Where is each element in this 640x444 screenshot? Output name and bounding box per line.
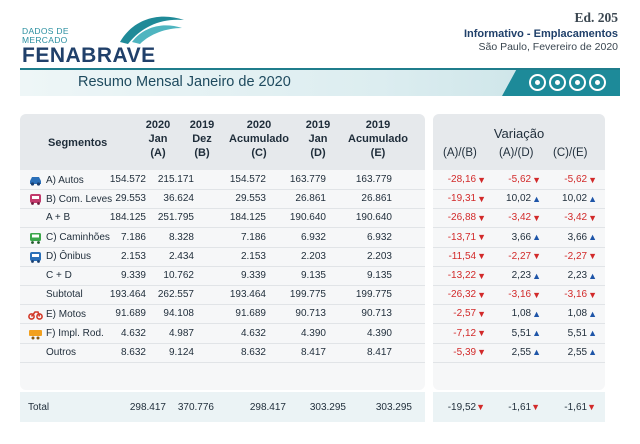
arrow-down-icon: ▼: [532, 174, 541, 185]
segment-label: [46, 270, 72, 281]
variation-value: -7,12: [453, 327, 477, 339]
variation-header: [433, 114, 605, 170]
car-icon: [28, 174, 43, 186]
cell-b: 251.795: [157, 212, 194, 224]
cell-d: 26.861: [295, 193, 326, 205]
variation-value: 3,66: [567, 231, 588, 243]
variation-row: [433, 208, 605, 228]
segment-label: [28, 328, 104, 340]
variation-row: [433, 285, 605, 305]
cell-c: 184.125: [229, 212, 266, 224]
cell-a: 2.153: [120, 250, 146, 262]
table-row: [20, 285, 425, 305]
cell-a: 154.572: [109, 174, 146, 185]
arrow-up-icon: ▲: [532, 270, 541, 281]
total-label: Total: [28, 402, 50, 413]
header-col-b-line2: Dez: [192, 133, 212, 145]
header-col-b-line3: (B): [194, 147, 210, 159]
cell-c: 2.153: [240, 250, 266, 262]
arrow-up-icon: ▲: [588, 308, 597, 319]
variation-value: -5,39: [453, 346, 477, 358]
variation-v2: [489, 328, 541, 339]
variation-value: 5,51: [567, 327, 588, 339]
cell-a: 193.464: [109, 289, 146, 301]
header-col-e: [338, 118, 418, 160]
variation-v1: [434, 251, 486, 262]
arrow-down-icon: ▼: [477, 232, 486, 243]
table-row: [20, 208, 425, 228]
cell-b: 2.434: [168, 250, 194, 262]
van-icon: [28, 193, 43, 205]
variation-sub-ce: (C)/(E): [553, 147, 588, 159]
variation-v1: [434, 347, 486, 358]
variation-row: [433, 266, 605, 286]
arrow-up-icon: ▲: [588, 328, 597, 339]
arrow-up-icon: ▲: [588, 347, 597, 358]
arrow-up-icon: ▲: [532, 193, 541, 204]
cell-d: 8.417: [300, 346, 326, 358]
variation-value: 1,08: [567, 308, 588, 320]
arrow-down-icon: ▼: [588, 212, 597, 223]
variation-row: [433, 189, 605, 209]
arrow-down-icon: ▼: [477, 174, 486, 185]
header-col-c-line3: (C): [251, 147, 267, 159]
table-row: [20, 304, 425, 324]
cell-c: 9.339: [240, 270, 266, 281]
arrow-up-icon: ▲: [588, 193, 597, 204]
variation-value: -2,27: [564, 250, 588, 262]
variation-value: -28,16: [447, 174, 477, 185]
arrow-down-icon: ▼: [477, 193, 486, 204]
variation-v1: [434, 232, 486, 243]
variation-value: -5,62: [508, 174, 532, 185]
cell-c: 7.186: [240, 231, 266, 243]
variation-v3: [545, 232, 597, 243]
total-var-ab: [433, 402, 485, 413]
variation-value: -2,27: [508, 250, 532, 262]
table-row: [20, 324, 425, 344]
arrow-down-icon: ▼: [532, 251, 541, 262]
variation-row: [433, 247, 605, 267]
variation-value: -13,22: [447, 270, 477, 281]
variation-value: 10,02: [562, 193, 588, 205]
variation-value: -3,16: [564, 289, 588, 301]
logo-subtitle: [22, 27, 69, 45]
total-col-a: 298.417: [129, 402, 166, 413]
arrow-down-icon: ▼: [477, 251, 486, 262]
arrow-down-icon: ▼: [587, 402, 596, 412]
segment-label: [46, 347, 76, 358]
segment-label-text: Subtotal: [46, 289, 83, 301]
variation-value: -3,42: [508, 212, 532, 224]
logo-subtitle-line2: MERCADO: [22, 35, 68, 45]
total-var-ad: [488, 402, 540, 413]
motorcycle-icon: [28, 308, 43, 320]
cell-a: 9.339: [120, 270, 146, 281]
truck-icon: [28, 232, 43, 244]
cell-e: 190.640: [355, 212, 392, 224]
variation-row: [433, 170, 605, 190]
variation-v1: [434, 289, 486, 300]
arrow-up-icon: ▲: [588, 270, 597, 281]
total-var-ce: [544, 402, 596, 413]
variation-value: -13,71: [447, 231, 477, 243]
cell-c: 154.572: [229, 174, 266, 185]
variation-row: [433, 343, 605, 363]
variation-v1: [434, 193, 486, 204]
header-col-e-line3: (E): [370, 147, 386, 159]
arrow-down-icon: ▼: [532, 212, 541, 223]
arrow-down-icon: ▼: [477, 308, 486, 319]
variation-v3: [545, 308, 597, 319]
variation-v3: [545, 289, 597, 300]
cell-c: 8.632: [240, 346, 266, 358]
variation-value: -3,16: [508, 289, 532, 301]
header-segmentos: Segmentos: [48, 137, 108, 149]
variation-row: [433, 304, 605, 324]
table-row: [20, 228, 425, 248]
wheel-icon: [549, 74, 566, 91]
segment-label: [28, 174, 84, 186]
cell-a: 8.632: [120, 346, 146, 358]
variation-v3: [545, 347, 597, 358]
cell-a: 29.553: [115, 193, 146, 205]
total-col-d: 303.295: [309, 402, 346, 413]
segment-label-text: C) Caminhões: [46, 232, 110, 244]
variation-v3: [545, 174, 597, 185]
variation-title: Variação: [493, 126, 545, 141]
arrow-down-icon: ▼: [477, 289, 486, 300]
header-col-c-line1: 2020: [246, 119, 272, 131]
table-row: [20, 189, 425, 209]
header-col-d-line1: 2019: [305, 119, 331, 131]
cell-e: 90.713: [361, 308, 392, 320]
arrow-down-icon: ▼: [588, 251, 597, 262]
arrow-down-icon: ▼: [477, 212, 486, 223]
header-col-a-line2: Jan: [148, 133, 168, 145]
wheel-icon: [569, 74, 586, 91]
segment-label-text: A) Autos: [46, 174, 84, 186]
header-col-e-line1: 2019: [365, 119, 391, 131]
edition-number: Ed. 205: [574, 10, 618, 25]
total-col-e: 303.295: [375, 402, 412, 413]
header-col-d-line3: (D): [310, 147, 326, 159]
header-col-a-line1: 2020: [145, 119, 171, 131]
arrow-down-icon: ▼: [477, 270, 486, 281]
total-col-c: 298.417: [249, 402, 286, 413]
cell-b: 36.624: [163, 193, 194, 205]
cell-a: 184.125: [109, 212, 146, 224]
arrow-down-icon: ▼: [476, 402, 485, 412]
cell-d: 90.713: [295, 308, 326, 320]
variation-row: [433, 324, 605, 344]
header-col-e-line2: Acumulado: [348, 133, 408, 145]
variation-v2: [489, 289, 541, 300]
variation-v1: [434, 212, 486, 223]
variation-value: 2,23: [567, 270, 588, 281]
variation-v2: [489, 212, 541, 223]
variation-value: 2,55: [511, 346, 532, 358]
variation-sub-ad: (A)/(D): [499, 147, 534, 159]
wheel-icon: [529, 74, 546, 91]
cell-e: 199.775: [355, 289, 392, 301]
cell-b: 9.124: [168, 346, 194, 358]
wheel-icon: [589, 74, 606, 91]
variation-value: 10,02: [506, 193, 532, 205]
bus-icon: [28, 251, 43, 263]
segment-label-text: Outros: [46, 346, 77, 358]
cell-d: 6.932: [300, 231, 326, 243]
segment-label: [46, 212, 70, 223]
variation-v3: [545, 328, 597, 339]
variation-value: 1,08: [511, 308, 532, 320]
cell-d: 4.390: [300, 327, 326, 339]
segment-label: [28, 308, 86, 320]
variation-v2: [489, 174, 541, 185]
segment-label-text: E) Motos: [46, 308, 87, 320]
cell-e: 4.390: [366, 327, 392, 339]
cell-d: 199.775: [289, 289, 326, 301]
volumes-table: [20, 114, 425, 390]
total-col-b: 370.776: [177, 402, 214, 413]
cell-d: 2.203: [300, 250, 326, 262]
segment-label-text: F) Impl. Rod.: [46, 328, 104, 340]
arrow-down-icon: ▼: [477, 328, 486, 339]
section-banner: [20, 70, 620, 96]
arrow-up-icon: ▲: [532, 328, 541, 339]
cell-b: 4.987: [168, 327, 194, 339]
variation-value: 2,23: [511, 270, 532, 281]
segment-label-text: B) Com. Leves: [46, 193, 113, 205]
cell-d: 190.640: [289, 212, 326, 224]
banner-title: Resumo Mensal Janeiro de 2020: [78, 74, 291, 90]
variation-value: -26,32: [447, 289, 477, 301]
cell-b: 215.171: [157, 174, 194, 185]
variation-v1: [434, 328, 486, 339]
segment-label: [28, 193, 112, 205]
table-row: [20, 247, 425, 267]
segment-label: [28, 251, 91, 263]
banner-icons: [529, 74, 606, 91]
variation-sub-ab: (A)/(B): [443, 147, 477, 159]
arrow-down-icon: ▼: [477, 347, 486, 358]
total-var-ce-value: -1,61: [564, 402, 588, 413]
variation-value: 2,55: [567, 346, 588, 358]
cell-d: 163.779: [289, 174, 326, 185]
variation-value: -5,62: [564, 174, 588, 185]
variation-v2: [489, 232, 541, 243]
variation-v1: [434, 270, 486, 281]
variation-v2: [489, 347, 541, 358]
variation-v2: [489, 270, 541, 281]
arrow-up-icon: ▲: [532, 347, 541, 358]
variation-v2: [489, 193, 541, 204]
cell-e: 26.861: [361, 193, 392, 205]
logo-swoosh-icon: [116, 12, 186, 46]
variation-v3: [545, 212, 597, 223]
total-var-ab-value: -19,52: [447, 402, 477, 413]
variation-v1: [434, 308, 486, 319]
variation-value: -26,88: [447, 212, 477, 224]
cell-e: 163.779: [355, 174, 392, 185]
cell-e: 2.203: [366, 250, 392, 262]
cell-e: 6.932: [366, 231, 392, 243]
header-col-b-line1: 2019: [189, 119, 215, 131]
place-date: São Paulo, Fevereiro de 2020: [478, 41, 618, 53]
cell-c: 91.689: [235, 308, 266, 320]
cell-b: 94.108: [163, 308, 194, 320]
table-row: [20, 266, 425, 286]
variation-table: [433, 114, 605, 390]
header-col-a-line3: (A): [150, 147, 166, 159]
publication-title: Informativo - Emplacamentos: [463, 28, 618, 40]
cell-a: 7.186: [120, 231, 146, 243]
cell-b: 10.762: [163, 270, 194, 281]
logo-brand: FENABRAVE: [22, 44, 156, 67]
variation-v2: [489, 251, 541, 262]
variation-v2: [489, 308, 541, 319]
cell-c: 193.464: [229, 289, 266, 301]
header-col-c: [222, 118, 296, 160]
fenabrave-logo: [22, 10, 202, 70]
cell-d: 9.135: [300, 270, 326, 281]
cell-c: 29.553: [235, 193, 266, 205]
arrow-down-icon: ▼: [532, 289, 541, 300]
header-col-d-line2: Jan: [308, 133, 328, 145]
cell-c: 4.632: [240, 327, 266, 339]
cell-e: 9.135: [366, 270, 392, 281]
variation-value: -19,31: [447, 193, 477, 205]
cell-a: 4.632: [120, 327, 146, 339]
logo-subtitle-line1: DADOS DE: [22, 26, 69, 36]
segment-label-text: C + D: [46, 270, 72, 281]
arrow-down-icon: ▼: [588, 174, 597, 185]
variation-v3: [545, 251, 597, 262]
variation-v1: [434, 174, 486, 185]
segment-label-text: A + B: [46, 212, 71, 224]
segment-label-text: D) Ônibus: [46, 251, 92, 263]
table-row: [20, 343, 425, 363]
edition-block: [464, 10, 618, 53]
arrow-up-icon: ▲: [532, 308, 541, 319]
arrow-up-icon: ▲: [532, 232, 541, 243]
arrow-up-icon: ▲: [588, 232, 597, 243]
variation-value: -2,57: [453, 308, 477, 320]
variation-value: 5,51: [511, 327, 532, 339]
total-row: [20, 392, 605, 422]
total-var-ad-value: -1,61: [508, 402, 532, 413]
cell-b: 262.557: [157, 289, 194, 301]
total-separator: [425, 392, 433, 422]
segment-label: [46, 289, 83, 300]
arrow-down-icon: ▼: [588, 289, 597, 300]
variation-value: 3,66: [511, 231, 532, 243]
cell-b: 8.328: [168, 231, 194, 243]
header-col-c-line2: Acumulado: [229, 133, 289, 145]
trailer-icon: [28, 328, 43, 340]
variation-value: -3,42: [564, 212, 588, 224]
cell-e: 8.417: [366, 346, 392, 358]
variation-value: -11,54: [448, 250, 477, 262]
arrow-down-icon: ▼: [531, 402, 540, 412]
variation-row: [433, 228, 605, 248]
segment-label: [28, 232, 110, 244]
cell-a: 91.689: [115, 308, 146, 320]
variation-v3: [545, 270, 597, 281]
table-row: [20, 170, 425, 190]
variation-v3: [545, 193, 597, 204]
